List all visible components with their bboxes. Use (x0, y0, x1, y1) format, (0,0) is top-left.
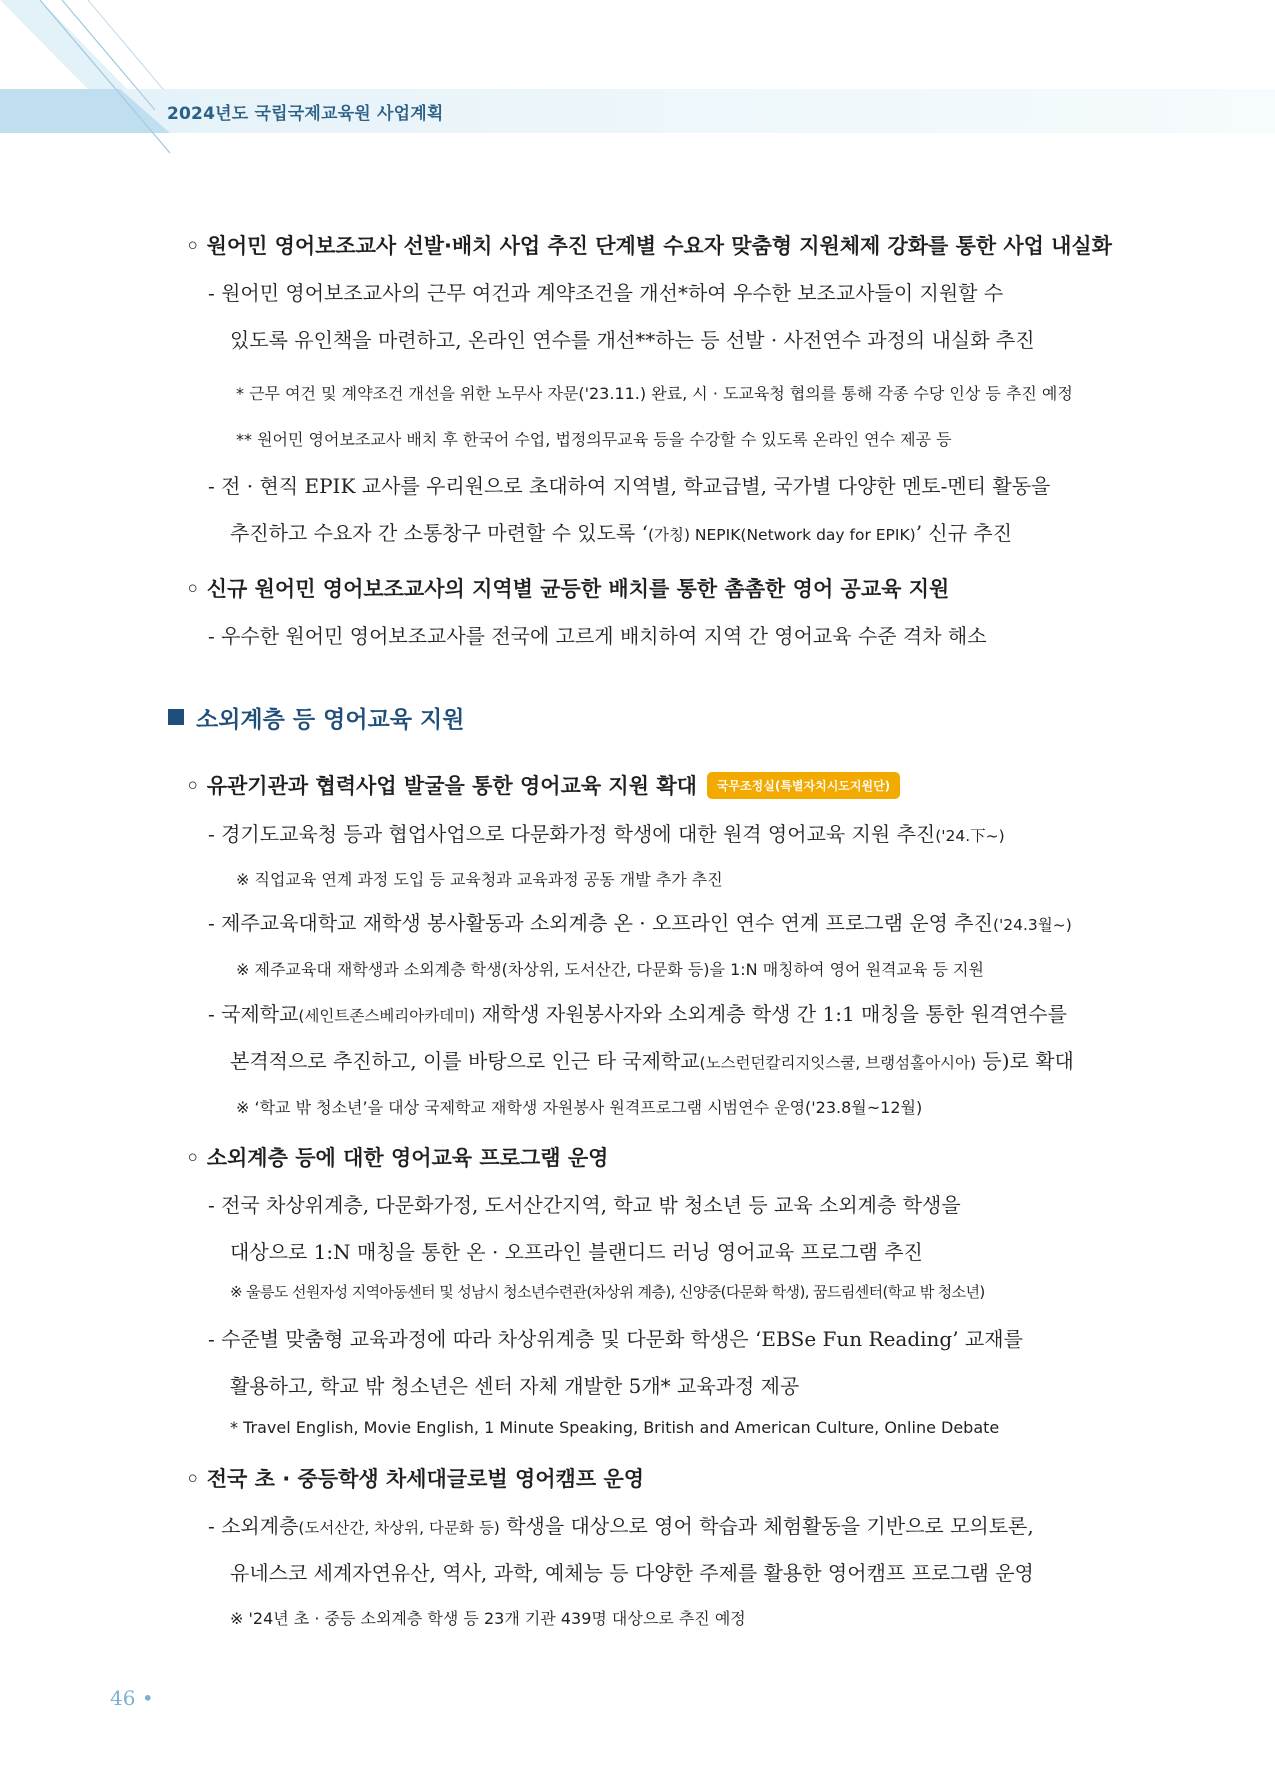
footnote: ※ '24년 초 · 중등 소외계층 학생 등 23개 기관 439명 대상으로 추진 예정 (230, 1609, 746, 1628)
dash-item-continuation: 활용하고, 학교 밖 청소년은 센터 자체 개발한 5개* 교육과정 제공 (230, 1374, 800, 1398)
target-groups: (도서산간, 차상위, 다문화 등) (298, 1519, 500, 1537)
school-names: (노스런던칼리지잇스쿨, 브랭섬홀아시아) (699, 1054, 977, 1072)
text-segment: - 국제학교 (208, 1002, 299, 1026)
footnote: ** 원어민 영어보조교사 배치 후 한국어 수업, 법정의무교육 등을 수강할 수 있도록 온라인 연수 제공 등 (236, 430, 952, 449)
header-decoration (0, 0, 1275, 160)
text-segment: - 경기도교육청 등과 협업사업으로 다문화가정 학생에 대한 원격 영어교육 지원 추진 (208, 822, 936, 846)
footnote: ※ ‘학교 밖 청소년’을 대상 국제학교 재학생 자원봉사 원격프로그램 시범연수 운영('23.8월~12월) (236, 1098, 923, 1117)
footnote: * 근무 여건 및 계약조건 개선을 위한 노무사 자문('23.11.) 완료, 시 · 도교육청 협의를 통해 각종 수당 인상 등 추진 예정 (236, 384, 1073, 403)
header-decoration-front (0, 0, 180, 160)
dash-item: - 전 · 현직 EPIK 교사를 우리원으로 초대하여 지역별, 학교급별, 국가별 다양한 멘토-멘티 활동을 (208, 474, 1051, 498)
dash-item-continuation: 있도록 유인책을 마련하고, 온라인 연수를 개선**하는 등 선발 · 사전연수 과정의 내실화 추진 (230, 328, 1035, 352)
header-title: 2024년도 국립국제교육원 사업계획 (167, 104, 444, 124)
footnote: ※ 제주교육대 재학생과 소외계층 학생(차상위, 도서산간, 다문화 등)을 1:N 매칭하여 영어 원격교육 등 지원 (236, 960, 984, 979)
dash-item (208, 1510, 1034, 1539)
footnote: ※ 직업교육 연계 과정 도입 등 교육청과 교육과정 공동 개발 추가 추진 (236, 870, 723, 889)
dash-item: - 우수한 원어민 영어보조교사를 전국에 고르게 배치하여 지역 간 영어교육 수준 격차 해소 (208, 624, 987, 648)
section-title: 소외계층 등 영어교육 지원 (196, 707, 465, 733)
agency-badge: 국무조정실(특별자치시도지원단) (707, 772, 900, 799)
bullet-heading: ◦ 전국 초 · 중등학생 차세대글로벌 영어캠프 운영 (186, 1467, 645, 1491)
footnote: ※ 울릉도 선원자성 지역아동센터 및 성남시 청소년수련관(차상위 계층), 신양중(다문화 학생), 꿈드림센터(학교 밖 청소년) (230, 1283, 985, 1301)
text-segment: 등)로 확대 (976, 1049, 1074, 1073)
bullet-heading: ◦ 소외계층 등에 대한 영어교육 프로그램 운영 (186, 1146, 609, 1170)
dash-item: - 전국 차상위계층, 다문화가정, 도서산간지역, 학교 밖 청소년 등 교육 소외계층 학생을 (208, 1193, 961, 1217)
section-square-icon (168, 709, 184, 725)
dash-item-continuation: 대상으로 1:N 매칭을 통한 온 · 오프라인 블랜디드 러닝 영어교육 프로그램 추진 (230, 1240, 923, 1264)
footer-bullet: • (141, 1686, 154, 1710)
program-name: (가칭) NEPIK(Network day for EPIK) (647, 526, 916, 544)
bullet-heading-text: ◦ 유관기관과 협력사업 발굴을 통한 영어교육 지원 확대 (186, 774, 697, 798)
date-note: ('24.下~) (935, 827, 1005, 845)
dash-item (208, 907, 1072, 936)
dash-item-continuation: 유네스코 세계자연유산, 역사, 과학, 예체능 등 다양한 주제를 활용한 영어캠프 프로그램 운영 (230, 1561, 1034, 1585)
page-number: 46 (110, 1686, 136, 1710)
school-name: (세인트존스베리아카데미) (298, 1007, 476, 1025)
text-segment: 추진하고 수요자 간 소통창구 마련할 수 있도록 ‘ (230, 521, 648, 545)
page-footer (110, 1686, 154, 1710)
dash-item-continuation (230, 1045, 1074, 1074)
bullet-heading: ◦ 신규 원어민 영어보조교사의 지역별 균등한 배치를 통한 촘촘한 영어 공교육 지원 (186, 577, 950, 601)
text-segment: - 소외계층 (208, 1514, 299, 1538)
dash-item: - 수준별 맞춤형 교육과정에 따라 차상위계층 및 다문화 학생은 ‘EBSe Fun Reading’ 교재를 (208, 1327, 1023, 1351)
text-segment: 본격적으로 추진하고, 이를 바탕으로 인근 타 국제학교 (230, 1049, 700, 1073)
bullet-heading: ◦ 원어민 영어보조교사 선발·배치 사업 추진 단계별 수요자 맞춤형 지원체제 강화를 통한 사업 내실화 (186, 234, 1112, 258)
dash-item (208, 818, 1005, 847)
bullet-heading (186, 770, 900, 800)
dash-item-continuation (230, 517, 1012, 546)
date-note: ('24.3월~) (992, 916, 1072, 934)
dash-item: - 원어민 영어보조교사의 근무 여건과 계약조건을 개선*하여 우수한 보조교사들이 지원할 수 (208, 281, 1004, 305)
text-segment: ’ 신규 추진 (915, 521, 1013, 545)
text-segment: - 제주교육대학교 재학생 봉사활동과 소외계층 온 · 오프라인 연수 연계 프로그램 운영 추진 (208, 911, 993, 935)
footnote: * Travel English, Movie English, 1 Minute Speaking, British and American Culture, Online Debate (230, 1418, 1000, 1437)
text-segment: 재학생 자원봉사자와 소외계층 학생 간 1:1 매칭을 통한 원격연수를 (475, 1002, 1067, 1026)
dash-item (208, 998, 1067, 1027)
text-segment: 학생을 대상으로 영어 학습과 체험활동을 기반으로 모의토론, (499, 1514, 1034, 1538)
